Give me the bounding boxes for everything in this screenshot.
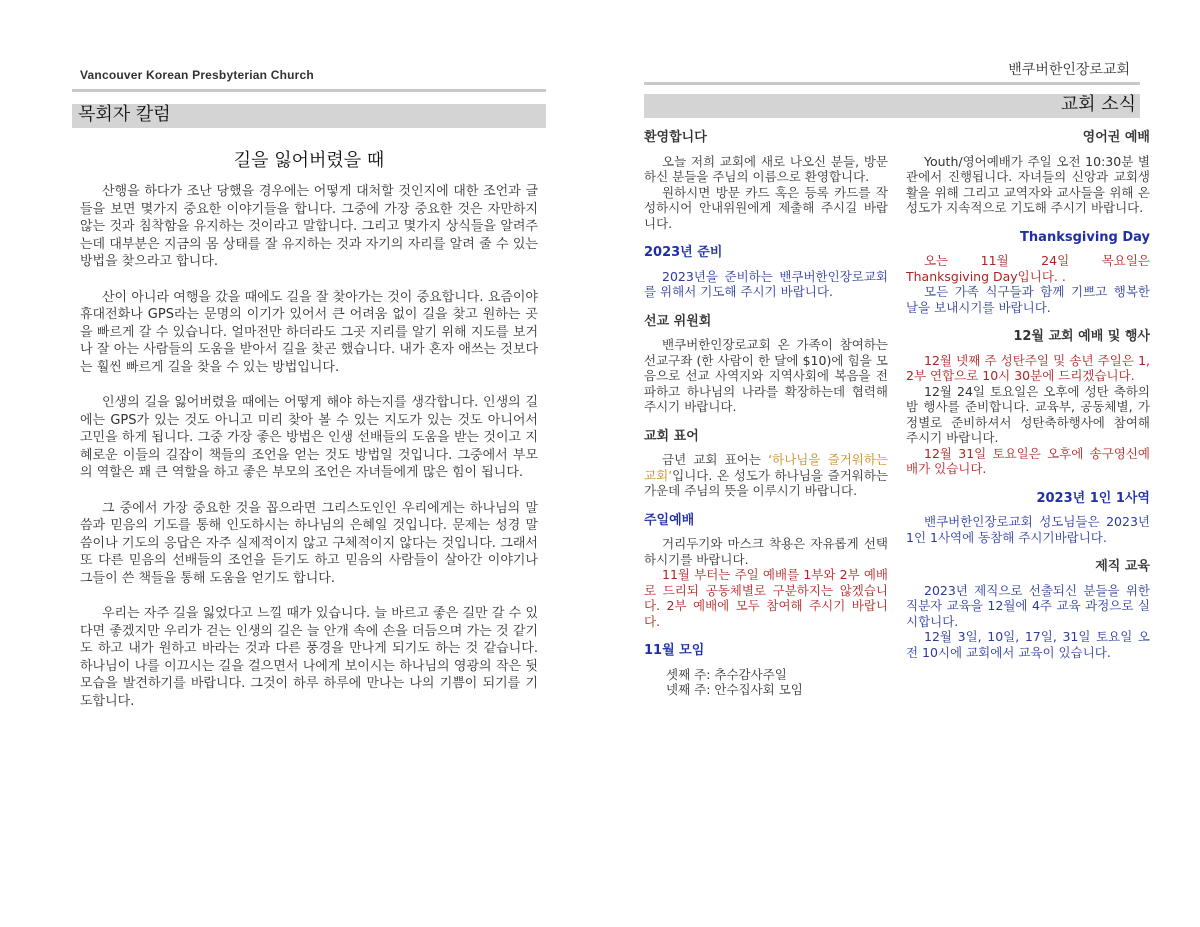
header-rule bbox=[72, 89, 546, 92]
officer-education-text: 2023년 제직으로 선출되신 분들을 위한 직분자 교육을 12월에 4주 교육 과정으로 실시합니다. bbox=[906, 582, 1150, 629]
section-title: 목회자 칼럼 bbox=[78, 104, 171, 125]
article-paragraph: 우리는 자주 길을 잃었다고 느낄 때가 있습니다. 늘 바르고 좋은 길만 갈 수 있다면 좋겠지만 우리가 걷는 인생의 길은 늘 안개 속에 손을 더듬으며 가는 것 같기도 하고 내가 원하고 바라는 것과 다른 풍경을 만나게 되기도 하는 것 같습니다. 하나님이 나를 이끄시는 길을 걸으면서 나에게 보이시는 하나님의 영광의 작은 뒷모습을 발견하기를 바랍니다. 그것이 하루 하루에 만나는 나의 기쁨이 되기를 기도합니다. bbox=[80, 606, 538, 709]
article-paragraph: 그 중에서 가장 중요한 것을 꼽으라면 그리스도인인 우리에게는 하나님의 말씀과 믿음의 기도를 통해 인도하시는 하나님의 은혜일 것입니다. 문제는 성경 말씀이나 기도의 응답은 자주 실제적이지 않고 구체적이지 않다는 것입니다. 그래서 또 다른 믿음의 선배들의 조언을 듣기도 하고 믿음의 사람들이 살아간 이야기나 그들이 쓴 책들을 통해 도움을 얻기도 합니다. bbox=[80, 500, 538, 586]
thanksgiving-body bbox=[906, 253, 1150, 315]
mission-text: 밴쿠버한인장로교회 온 가족이 참여하는 선교구좌 (한 사람이 한 달에 $10)에 힘을 모음으로 선교 사역지와 지역사회에 복음을 전파하고 하나님의 나라를 확장하는데 협력해 주시기 바랍니다. bbox=[644, 337, 888, 414]
thanksgiving-text-red: 오는 11월 24일 목요일은 Thanksgiving Day입니다. . bbox=[906, 253, 1150, 284]
thanksgiving-text-blue: 모든 가족 식구들과 함께 기쁘고 행복한 날을 보내시기를 바랍니다. bbox=[906, 284, 1150, 315]
motto-heading: 교회 표어 bbox=[644, 428, 699, 444]
december-text: 12월 24일 토요일은 오후에 성탄 축하의 밤 행사를 준비합니다. 교육부, 공동체별, 가정별로 준비하셔서 성탄축하행사에 참여해 주시기 바랍니다. bbox=[906, 383, 1150, 445]
november-item: 넷째 주: 안수집사회 모임 bbox=[666, 682, 803, 697]
english-text: Youth/영어예배가 주일 오전 10:30분 별관에서 진행됩니다. 자녀들의 신앙과 교회생활을 위해 그리고 교역자와 교사들을 위해 온 성도가 지속적으로 기도해 주시기 바랍니다. bbox=[906, 153, 1150, 215]
motto-text bbox=[644, 452, 888, 499]
section-title-bar bbox=[644, 94, 1140, 118]
article-paragraph: 산이 아니라 여행을 갔을 때에도 길을 잘 찾아가는 것이 중요합니다. 요즘이야 휴대전화나 GPS라는 문명의 이기가 있어서 큰 어려움 없이 길을 찾고 원하는 곳을 빠르게 갈 수 있습니다. 얼마전만 하더라도 그곳 지리를 알기 위해 지도를 보거나 잘 아는 사람들의 도움을 받아서 길을 찾곤 했습니다. 내가 혼자 애쓰는 것보다는 훨씬 빠르게 길을 찾을 수 있는 방법입니다. bbox=[80, 289, 538, 375]
ministry-heading: 2023년 1인 1사역 bbox=[1036, 490, 1150, 506]
welcome-text: 오늘 저희 교회에 새로 나오신 분들, 방문하신 분들을 주님의 이름으로 환영합니다. bbox=[644, 153, 888, 184]
officer-education-body bbox=[906, 583, 1150, 661]
december-heading: 12월 교회 예배 및 행사 bbox=[1013, 329, 1150, 344]
motto-prefix: 금년 교회 표어는 bbox=[662, 452, 769, 467]
news-column-right bbox=[906, 130, 1150, 674]
header-rule bbox=[644, 82, 1140, 85]
church-name-kr: 밴쿠버한인장로교회 bbox=[1008, 62, 1130, 78]
november-body bbox=[644, 667, 888, 698]
prep-text: 2023년을 준비하는 밴쿠버한인장로교회를 위해서 기도해 주시기 바랍니다. bbox=[644, 268, 888, 299]
mission-body bbox=[644, 337, 888, 415]
sunday-heading: 주일예배 bbox=[644, 512, 695, 528]
motto-quote: ‘하나님을 즐거워하는 교회’ bbox=[644, 452, 888, 483]
right-page bbox=[600, 0, 1200, 927]
december-text-red: 12월 넷째 주 성탄주일 및 송년 주일은 1, 2부 연합으로 10시 30분에 드리겠습니다. bbox=[906, 352, 1150, 383]
november-heading: 11월 모임 bbox=[644, 643, 705, 658]
mission-heading: 선교 위원회 bbox=[644, 313, 712, 329]
motto-suffix: 입니다. 온 성도가 하나님을 즐거워하는 가운데 주님의 뜻을 이루시기 바랍니다. bbox=[644, 467, 888, 498]
article-paragraph: 인생의 길을 잃어버렸을 때에는 어떻게 해야 하는지를 생각합니다. 인생의 길에는 GPS가 있는 것도 아니고 미리 찾아 볼 수 있는 지도가 있는 것도 아니어서 고민을 하게 됩니다. 그중 가장 좋은 방법은 인생 선배들의 도움을 받는 것이고 지혜로운 이들의 길잡이 책들의 조언을 얻는 것도 방법일 것입니다. 그중에서 부모의 역할은 꽤 큰 역할을 하고 좋은 부모의 조언은 자녀들에게 많은 힘이 됩니다. bbox=[80, 395, 538, 480]
section-title: 교회 소식 bbox=[1060, 94, 1136, 115]
column-article bbox=[80, 183, 538, 728]
ministry-body bbox=[906, 514, 1150, 545]
prep-body bbox=[644, 269, 888, 300]
english-body bbox=[906, 154, 1150, 216]
welcome-heading: 환영합니다 bbox=[644, 130, 707, 145]
november-item: 셋째 주: 추수감사주일 bbox=[666, 666, 787, 682]
officer-education-text: 12월 3일, 10일, 17일, 31일 토요일 오전 10시에 교회에서 교육이 있습니다. bbox=[906, 629, 1150, 660]
welcome-text: 원하시면 방문 카드 혹은 등록 카드를 작성하시어 안내위원에게 제출해 주시길 바랍니다. bbox=[644, 184, 888, 231]
motto-body bbox=[644, 452, 888, 499]
thanksgiving-heading: Thanksgiving Day bbox=[1020, 229, 1150, 245]
church-name-en: Vancouver Korean Presbyterian Church bbox=[80, 68, 314, 82]
december-body bbox=[906, 353, 1150, 477]
news-column-left bbox=[644, 130, 888, 712]
sunday-body bbox=[644, 536, 888, 629]
sunday-text: 거리두기와 마스크 착용은 자유롭게 선택하시기를 바랍니다. bbox=[644, 536, 888, 567]
sunday-text-red: 11월 부터는 주일 예배를 1부와 2부 예배로 드리되 공동체별로 구분하지는 않겠습니다. 2부 예배에 모두 참여해 주시기 바랍니다. bbox=[644, 567, 888, 629]
section-title-bar bbox=[72, 104, 546, 128]
december-text-red: 12월 31일 토요일은 오후에 송구영신예배가 있습니다. bbox=[906, 445, 1150, 476]
article-paragraph: 산행을 하다가 조난 당했을 경우에는 어떻게 대처할 것인지에 대한 조언과 글들을 보면 몇가지 중요한 이야기들을 합니다. 그중에 가장 중요한 것은 자만하지 않는 것과 침착함을 유지하는 것이라고 말합니다. 그리고 몇가지 상식들을 알려주는데 대부분은 지금의 몸 상태를 잘 유지하는 것과 자기의 자리를 알려 줄 수 있는 방법을 찾으라고 합니다. bbox=[80, 184, 538, 269]
english-heading: 영어권 예배 bbox=[1082, 130, 1150, 145]
article-title: 길을 잃어버렸을 때 bbox=[233, 150, 385, 171]
officer-education-heading: 제직 교육 bbox=[1095, 559, 1150, 574]
welcome-body bbox=[644, 154, 888, 232]
prep-heading: 2023년 준비 bbox=[644, 245, 723, 260]
ministry-text: 밴쿠버한인장로교회 성도님들은 2023년 1인 1사역에 동참해 주시기바랍니다. bbox=[906, 514, 1150, 545]
